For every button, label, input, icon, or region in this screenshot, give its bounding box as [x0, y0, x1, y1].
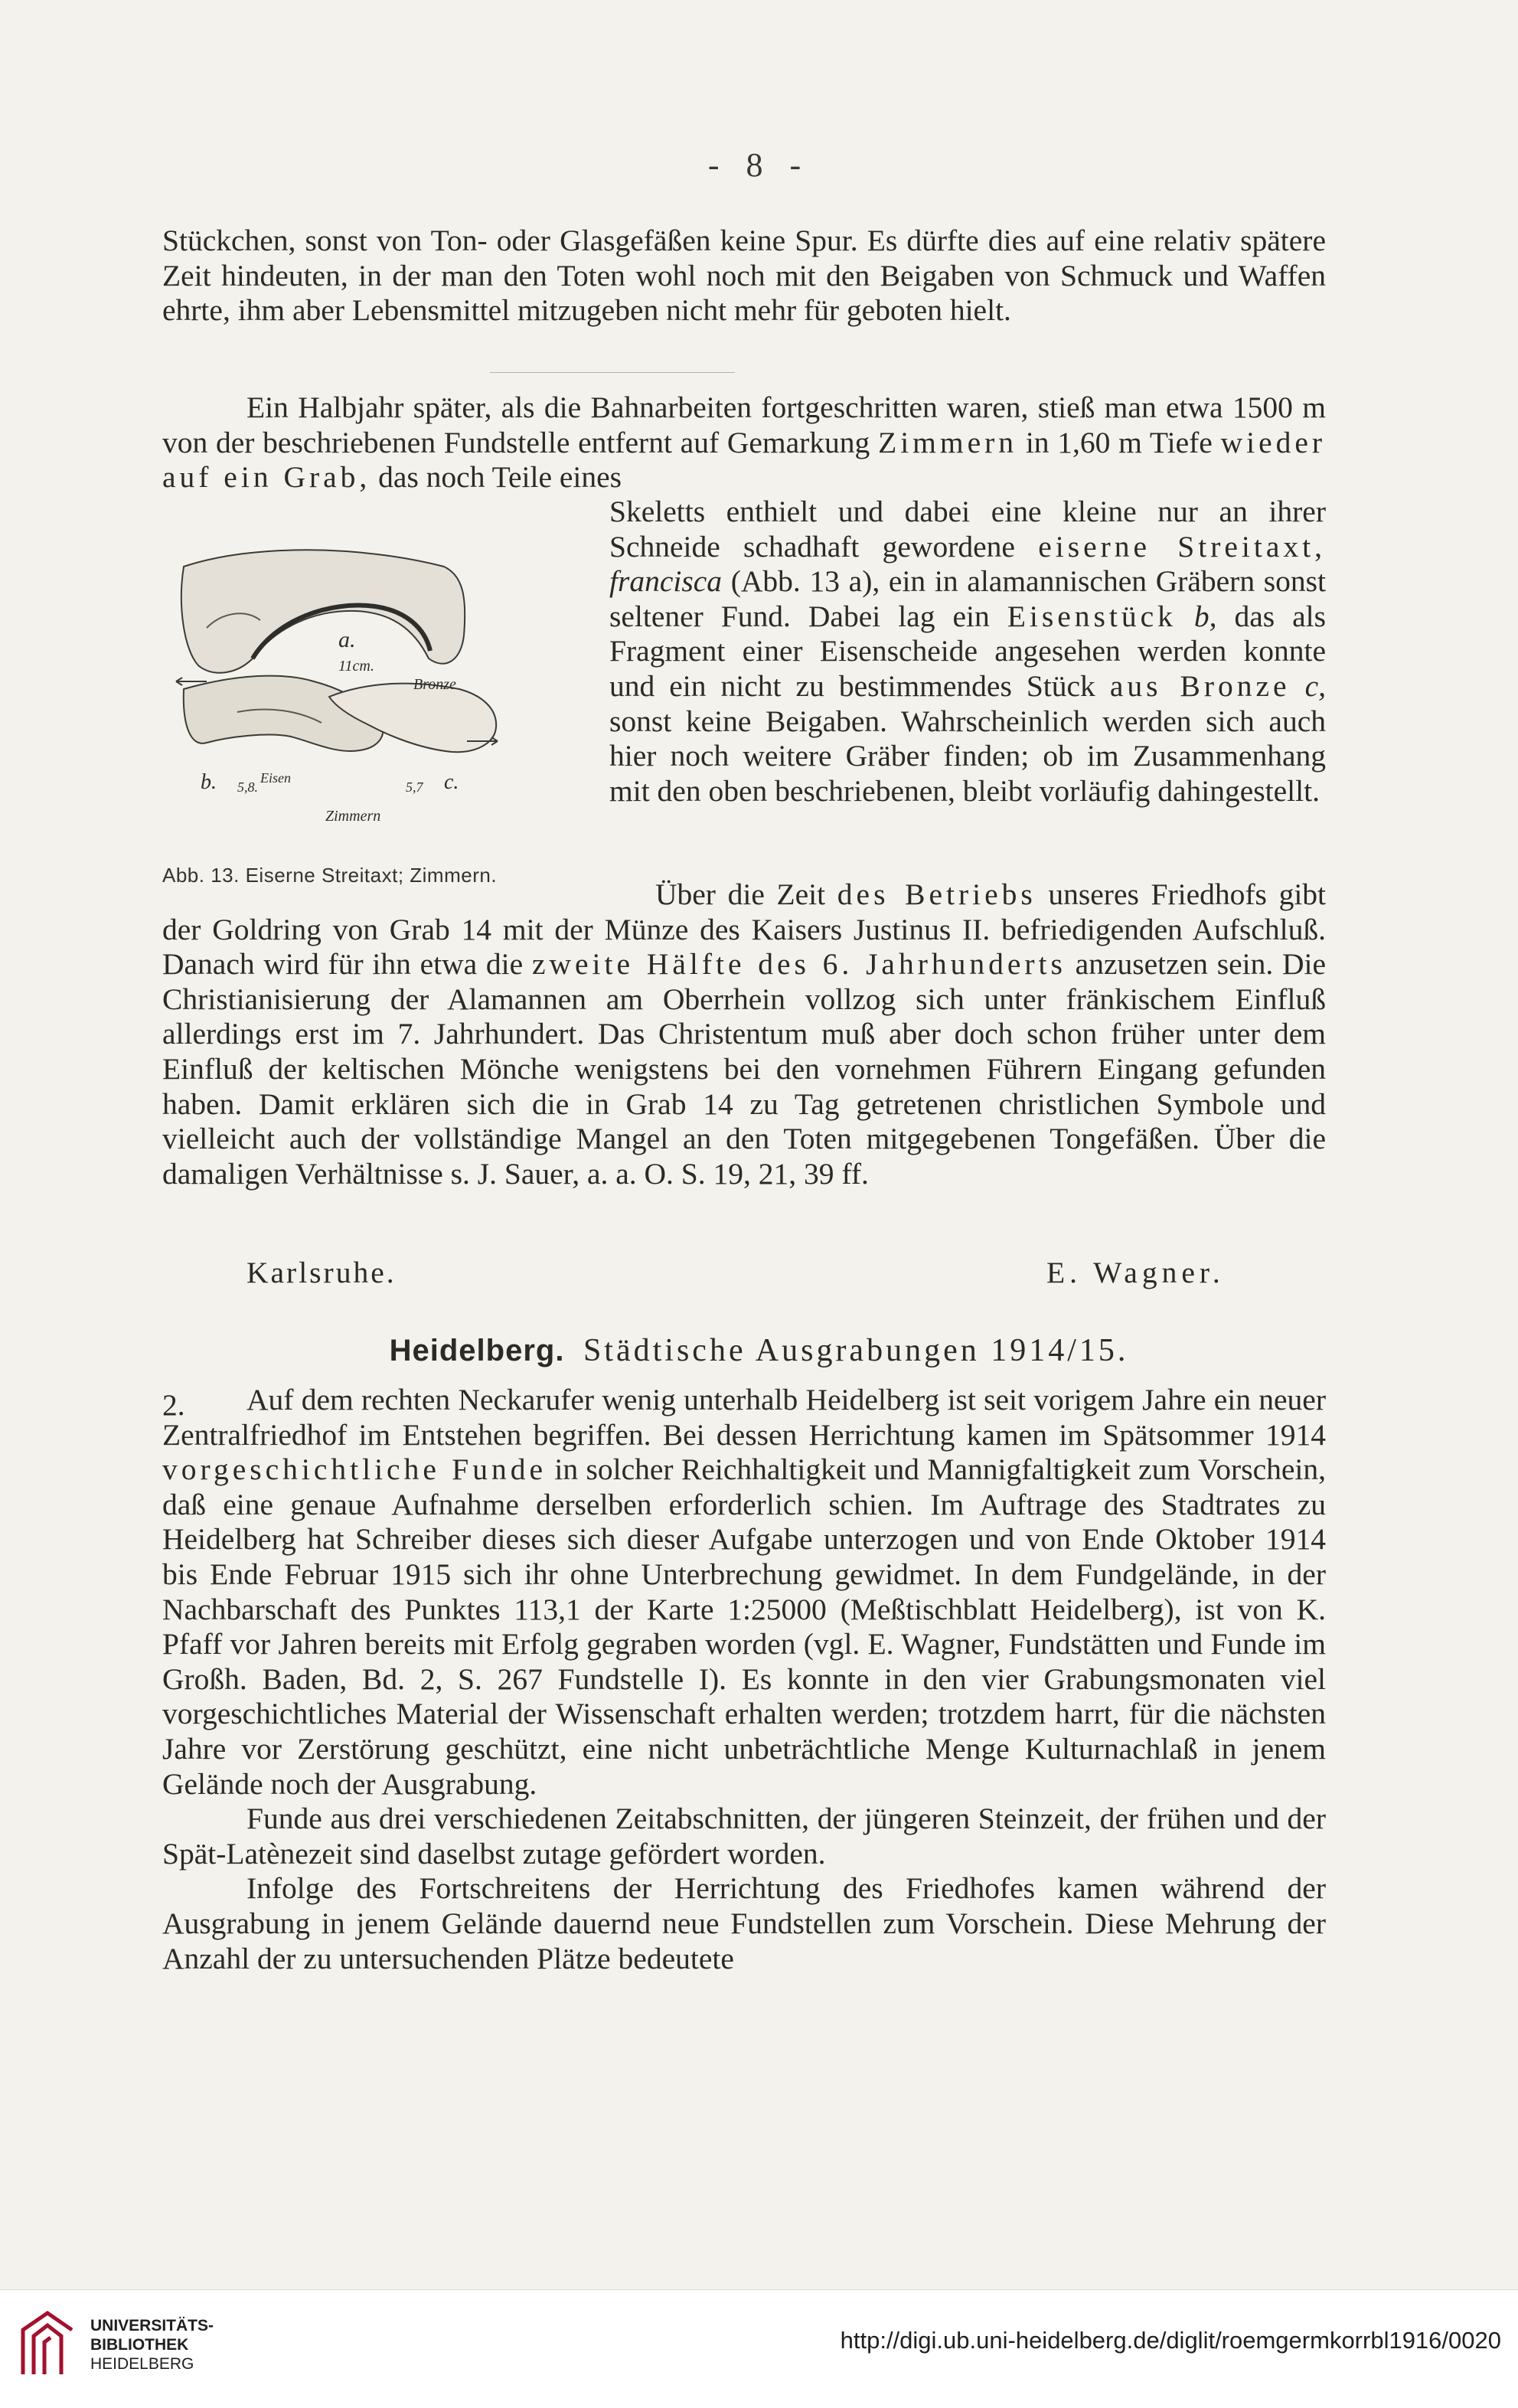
figure-wrap-text — [609, 495, 1326, 809]
section-heading — [0, 1332, 1518, 1369]
page-number: - 8 - — [707, 146, 811, 184]
paragraph-6-text: Infolge des Fortschreitens der Herrichtung des Friedhofes kamen während der Ausgrabung in jenem Gelände dauernd neue Fundstellen zum Vorschein. Diese Mehrung der Anzahl der zu untersuchenden Plätze bedeutete — [162, 1871, 1326, 1975]
paragraph-4 — [162, 1383, 1326, 1976]
footer-bar — [0, 2289, 1518, 2408]
paragraph-1-text: Stückchen, sonst von Ton- oder Glasgefäßen keine Spur. Es dürfte dies auf eine relativ spätere Zeit hindeuten, in der man den Toten wohl noch mit den Beigaben von Schmuck und Waffen ehrte, ihm aber Lebensmittel mitzugeben nicht mehr für geboten hielt. — [162, 224, 1326, 328]
paragraph-3 — [162, 877, 1326, 1191]
library-logo-icon — [17, 2307, 78, 2380]
library-name: UNIVERSITÄTS- BIBLIOTHEK HEIDELBERG — [90, 2317, 214, 2373]
paragraph-2-text: Ein Halbjahr später, als die Bahnarbeiten fortgeschritten waren, stieß man etwa 1500 m von der beschriebenen Fundstelle entfernt auf Gemarkung Zimmern in 1,60 m Tiefe wieder auf ein Grab, das noch Teile eines — [162, 390, 1327, 495]
paragraph-4-text: Auf dem rechten Neckarufer wenig unterhalb Heidelberg ist seit vorigem Jahre ein neuer Zentralfriedhof im Entstehen begriffen. Bei dessen Herrichtung kamen im Spätsommer 1914 vorgeschichtliche Funde in solcher Reichhaltigkeit und Mannigfaltigkeit zum Vorschein, daß eine genaue Aufnahme derselben erforderlich schien. Im Auftrage des Stadtrates zu Heidelberg hat Schreiber dieses sich dieser Aufgabe unterzogen und von Ende Oktober 1914 bis Ende Februar 1915 sich ihr ohne Unterbrechung gewidmet. In dem Fundgelände, in der Nachbarschaft des Punktes 113,1 der Karte 1:25000 (Meßtischblatt Heidelberg), ist von K. Pfaff vor Jahren bereits mit Erfolg gegraben worden (vgl. E. Wagner, Fundstätten und Funde im Großh. Baden, Bd. 2, S. 267 Fundstelle I). Es konnte in den vier Grabungsmonaten viel vorgeschichtliches Material der Wissenschaft erhalten werden; trotzdem harrt, für die nächsten Jahre vor Zerstörung geschützt, eine nicht unbeträchtliche Menge Kulturnachlaß in jenem Gelände noch der Ausgrabung. — [162, 1383, 1326, 1801]
fig-label-b: b. — [201, 770, 217, 794]
heading-title: Städtische Ausgrabungen 1914/15. — [583, 1333, 1129, 1368]
fig-label-c: c. — [444, 770, 459, 794]
figure-caption: Abb. 13. Eiserne Streitaxt; Zimmern. — [162, 864, 498, 887]
fig-label-58: 5,8. — [237, 779, 258, 795]
fig-label-bronze: Bronze — [413, 676, 456, 693]
heading-place: Heidelberg. — [389, 1334, 565, 1367]
wrap-paragraph: Skeletts enthielt und dabei eine kleine nur an ihrer Schneide schadhaft gewordene eiserne Streitaxt, francisca (Abb. 13 a), ein in alamannischen Gräbern sonst seltener Fund. Dabei lag ein Eisenstück b, das als Fragment einer Eisenscheide angesehen werden konnte und ein nicht zu bestimmendes Stück aus Bronze c, sonst keine Beigaben. Wahrscheinlich werden sich auch hier noch weitere Gräber finden; ob im Zusammenhang mit den oben beschriebenen, bleibt vorläufig dahingestellt. — [609, 495, 1327, 808]
paragraph-2 — [162, 390, 1326, 495]
section-number: 2. — [162, 1388, 185, 1422]
fig-label-57: 5,7 — [406, 779, 423, 795]
paragraph-3-text: Über die Zeit des Betriebs unseres Friedhofs gibt der Goldring von Grab 14 mit der Münze des Kaisers Justinus II. befriedigenden Aufschluß. Danach wird für ihn etwa die zweite Hälfte des 6. Jahrhunderts anzusetzen sein. Die Christianisierung der Alamannen am Oberrhein vollzog sich unter fränkischem Einfluß allerdings erst im 7. Jahrhundert. Das Christentum muß aber doch schon früher unter dem Einfluß der keltischen Mönche wenigstens bei den vornehmen Führern Eingang gefunden haben. Damit erklären sich die in Grab 14 zu Tag getretenen christlichen Symbole und vielleicht auch der vollständige Mangel an den Toten mitgegebenen Tongefäßen. Über die damaligen Verhältnisse s. J. Sauer, a. a. O. S. 19, 21, 39 ff. — [162, 877, 1327, 1191]
fig-label-scale: 11cm. — [338, 658, 374, 675]
fig-label-a: a. — [338, 627, 356, 652]
sign-author: E. Wagner. — [1046, 1256, 1225, 1289]
fig-label-eisen: Eisen — [260, 770, 291, 786]
source-url-link[interactable]: http://digi.ub.uni-heidelberg.de/diglit/roemgermkorrbl1916/0020 — [840, 2327, 1501, 2354]
paragraph-1 — [162, 224, 1326, 328]
paragraph-5-text: Funde aus drei verschiedenen Zeitabschnitten, der jüngeren Steinzeit, der frühen und der Spät-Latènezeit sind daselbst zutage gefördert worden. — [162, 1802, 1326, 1871]
fig-label-place: Zimmern — [325, 808, 381, 825]
separator-rule — [490, 372, 735, 373]
figure-streitaxt-drawing — [161, 536, 582, 873]
sign-place: Karlsruhe. — [246, 1256, 397, 1289]
